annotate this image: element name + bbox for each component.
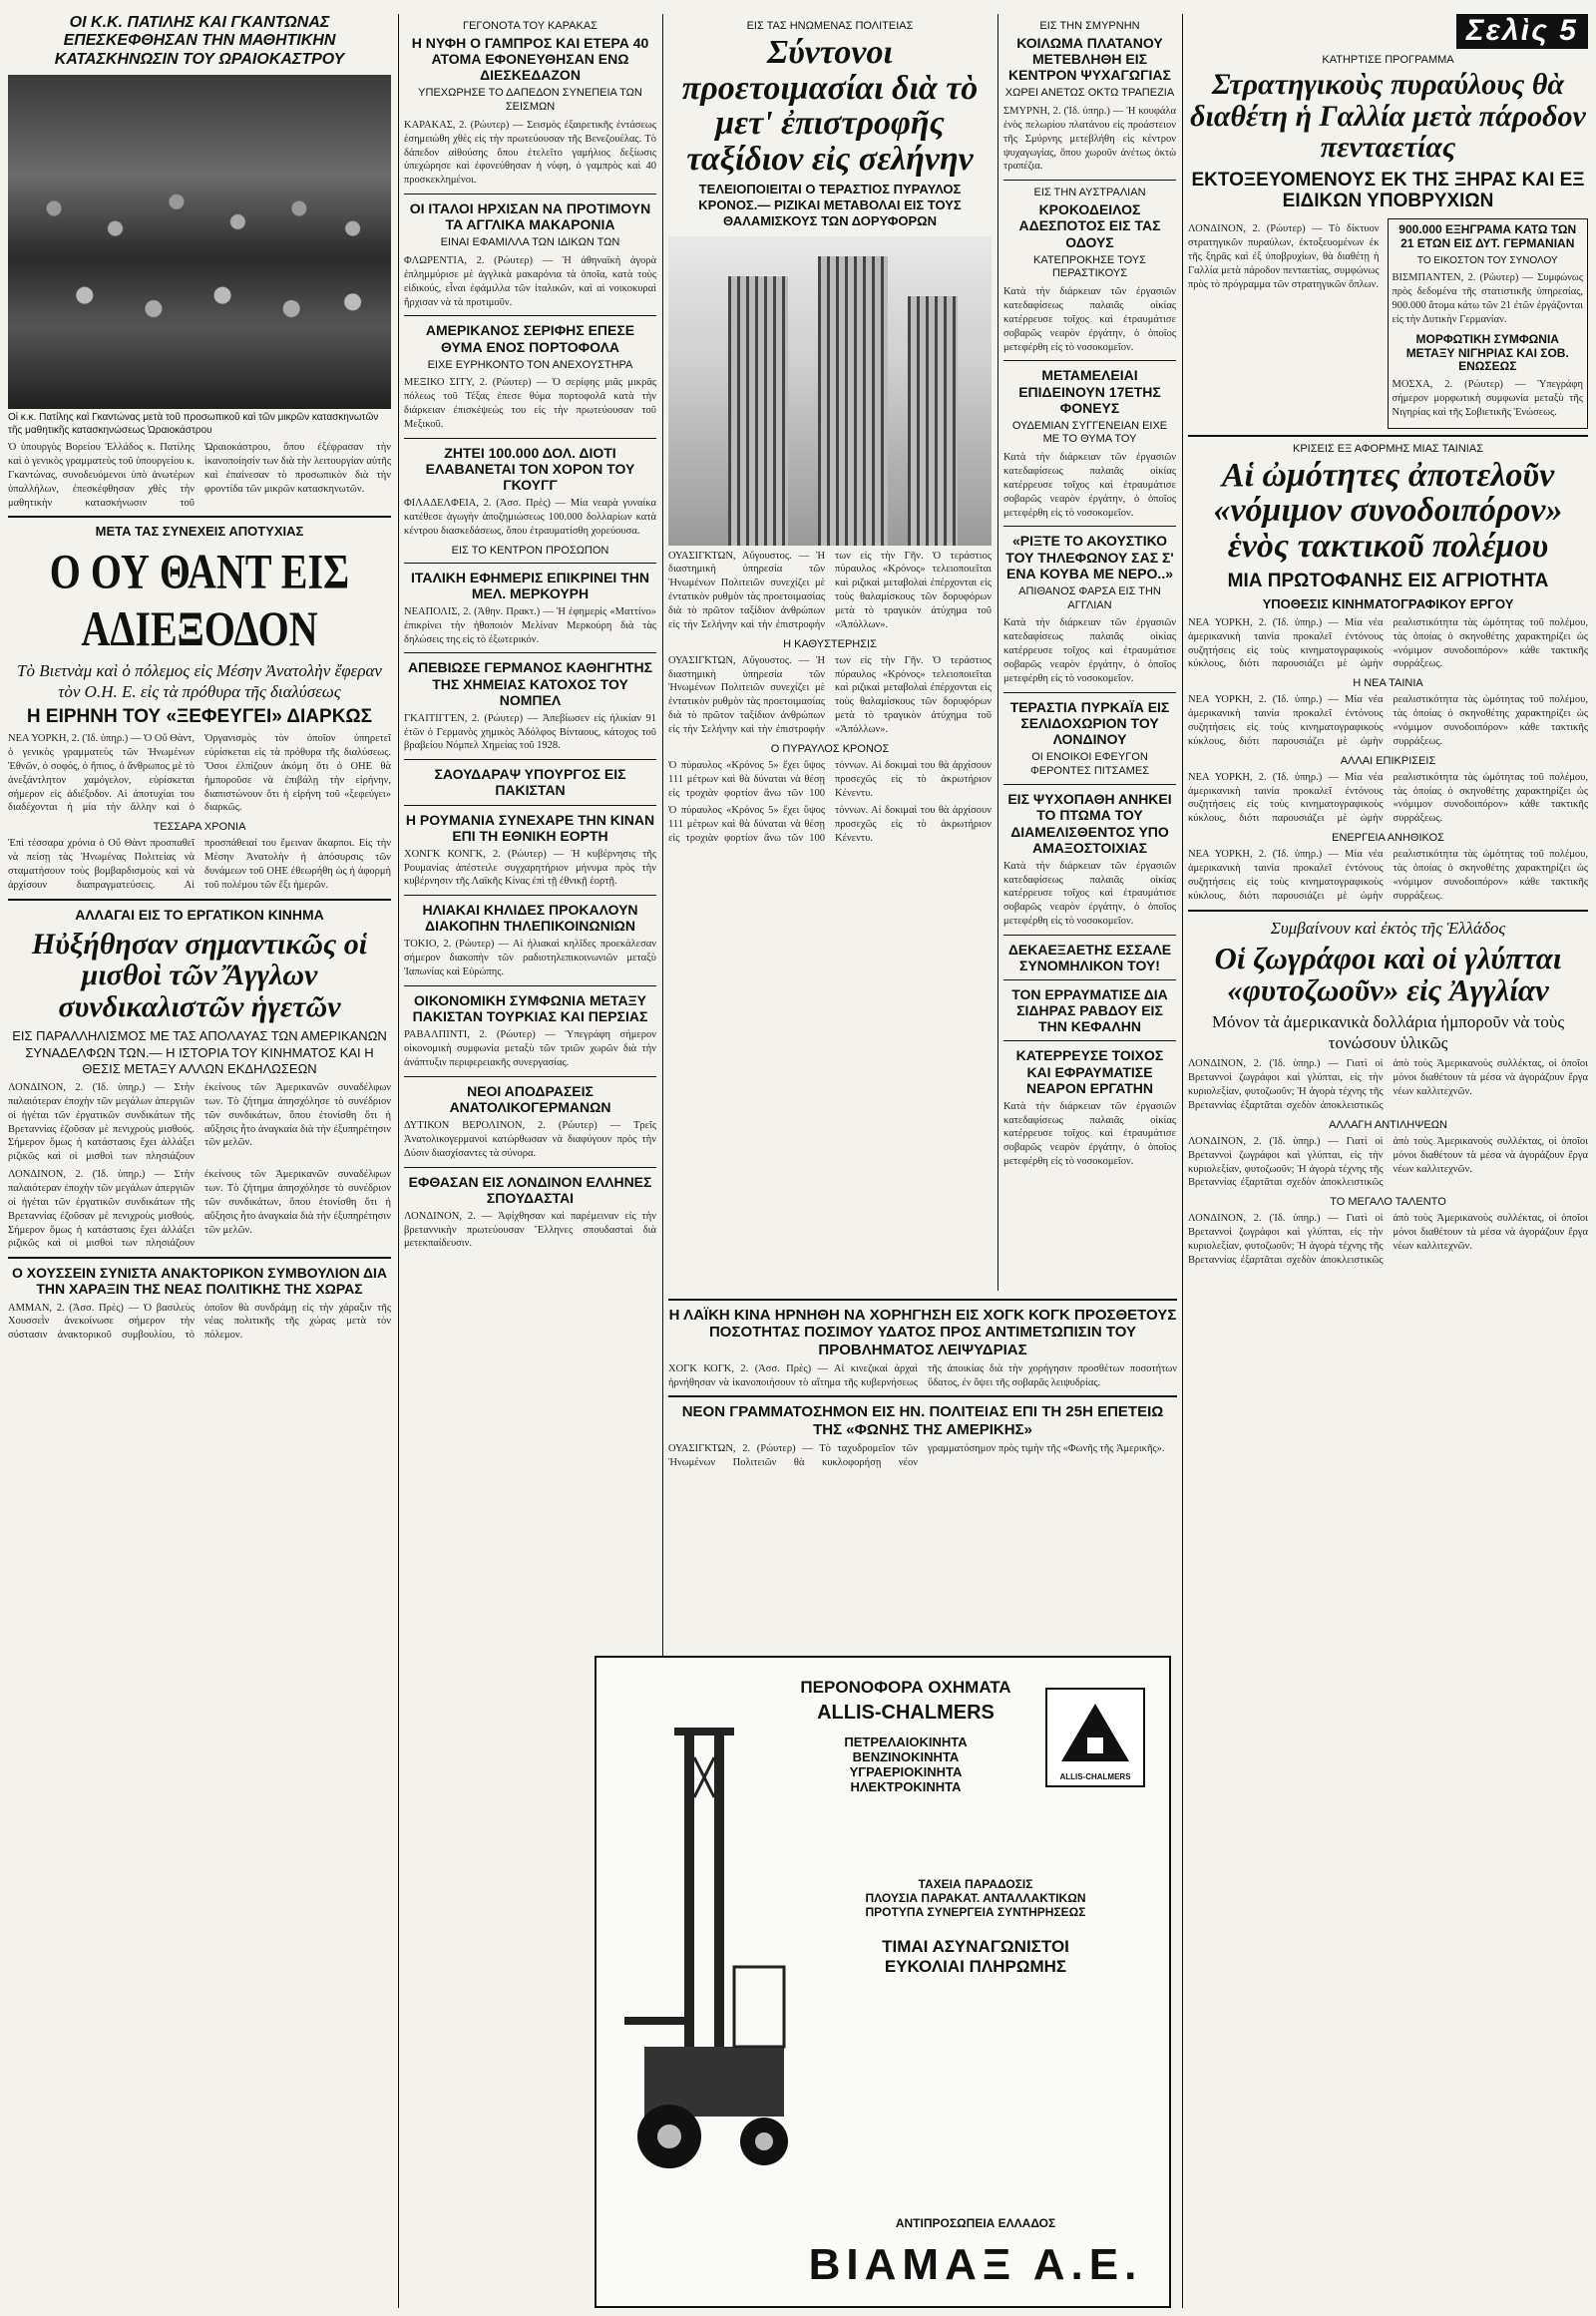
headline-atrocities: Αἱ ὠμότητες ἀποτελοῦν «νόμιμον συνοδοιπόρον» ἑνὸς τακτικοῦ πολέμου [1213, 456, 1563, 566]
headline-nobel-chemist: ΑΠΕΒΙΩΣΕ ΓΕΡΜΑΝΟΣ ΚΑΘΗΓΗΤΗΣ ΤΗΣ ΧΗΜΕΙΑΣ ΚΑΤΟΧΟΣ ΤΟΥ ΝΟΜΠΕΛ [408, 659, 652, 708]
article-body: ΧΟΝΓΚ ΚΟΝΓΚ, 2. (Ρώυτερ) — Ἡ κυβέρνησις τῆς Ρουμανίας ἀπέστειλε συγχαρητήριον μήνυμα πρὸς τὴν κυβέρνησιν τῆς Λαϊκῆς Κίνας ἐπὶ τῇ ἐθνικῇ ἑορτῇ. [404, 848, 656, 888]
article-body: ΓΚΑΙΤΙΓΓΕΝ, 2. (Ρώυτερ) — Ἀπεβίωσεν εἰς ἡλικίαν 91 ἐτῶν ὁ Γερμανὸς χημικὸς Ἀδόλφος Βίνταους, κάτοχος τοῦ βραβείου Νόμπελ Χημείας τοῦ 1928. [404, 712, 656, 752]
divider [404, 193, 656, 194]
divider [404, 652, 656, 653]
headline-escapes: ΝΕΟΙ ΑΠΟΔΡΑΣΕΙΣ ΑΝΑΤΟΛΙΚΟΓΕΡΜΑΝΩΝ [449, 1082, 611, 1115]
column-4 [1003, 14, 1176, 1286]
section-tag: Σελὶς 5 [1456, 14, 1588, 49]
ad-line: ΒΕΝΖΙΝΟΚΙΝΗΤΑ [852, 1749, 960, 1764]
article-body: ΝΕΑ ΥΟΡΚΗ, 2. (Ἰδ. ὑπηρ.) — Μία νέα ἀμερικανικὴ ταινία προκαλεῖ ἐντόνους συζητήσεις εἰς τοὺς κινηματογραφικοὺς κύκλους, διότι παρουσιάζει μὲ ὠμὴν ρεαλιστικότητα τὰς ὠμότητας τοῦ πολέμου, τὰς ὁποίας ὁ σκηνοθέτης χαρακτηρίζει ὡς «νόμιμον συνοδοιπόρον» κάθε τακτικῆς συρράξεως. [1188, 771, 1588, 825]
article-body: ΝΕΑ ΥΟΡΚΗ, 2. (Ἰδ. ὑπηρ.) — Μία νέα ἀμερικανικὴ ταινία προκαλεῖ ἐντόνους συζητήσεις εἰς τοὺς κινηματογραφικοὺς κύκλους, διότι παρουσιάζει μὲ ὠμὴν ρεαλιστικότητα τὰς ὠμότητας τοῦ πολέμου, τὰς ὁποίας ὁ σκηνοθέτης χαρακτηρίζει ὡς «νόμιμον συνοδοιπόρον» κάθε τακτικῆς συρράξεως. [1188, 616, 1588, 670]
photo-camp-group [8, 75, 391, 409]
article-body: ΛΟΝΔΙΝΟΝ, 2. (Ἰδ. ὑπηρ.) — Στὴν παλαιότεραν ἐποχὴν τῶν μεγάλων ἀπεργιῶν οἱ ἡγέται τῶν ἐργατικῶν συνδικάτων τῆς Βρεταννίας ἐζοῦσαν μὲ πενιχροὺς μισθούς. Σήμερον ὅμως ἡ κατάστασις ἔχει ἀλλάξει ριζικῶς καὶ οἱ μισθοὶ των πλησιάζουν ἐκείνους τῶν Ἀμερικανῶν συναδέλφων των. Τὸ ζήτημα ἀπησχόλησε τὸ συνέδριον τῶν συνδικάτων, ὅπου ἐτονίσθη ὅτι ἡ αὔξησις ἦτο ἀναγκαία διὰ τὴν ἐξυπηρέτησιν τῶν μελῶν. [8, 1169, 391, 1250]
ad-brand: ALLIS-CHALMERS [817, 1702, 995, 1724]
section-heading: ΤΕΣΣΑΡΑ ΧΡΟΝΙΑ [153, 821, 246, 834]
headline-wall: ΚΑΤΕΡΡΕΥΣΕ ΤΟΙΧΟΣ ΚΑΙ ΕΦΡΑΥΜΑΤΙΣΕ ΝΕΑΡΟΝ ΕΡΓΑΤΗΝ [1015, 1047, 1164, 1096]
article-body: ΣΜΥΡΝΗ, 2. (Ἰδ. ὑπηρ.) — Ἡ κουφάλα ἑνὸς πελωρίου πλατάνου εἰς προάστειον τῆς Σμύρνης μετεβλήθη εἰς κέντρον ψυχαγωγίας, ὅπου χωροῦν ἀνέτως ὀκτὼ τραπέζια. [1003, 106, 1176, 173]
column-3 [668, 14, 992, 1291]
headline-painters: Οἱ ζωγράφοι καὶ οἱ γλύπται «φυτοζωοῦν» εἰς Ἀγγλίαν [1214, 940, 1562, 1008]
headline-remorse: ΜΕΤΑΜΕΛΕΙΑΙ ΕΠΙΔΕΙΝΟΥΝ 17ΕΤΗΣ ΦΟΝΕΥΣ [1018, 367, 1161, 416]
article-body: ΛΟΝΔΙΝΟΝ, 2. (Ἰδ. ὑπηρ.) — Γιατὶ οἱ Βρεταννοὶ ζωγράφοι καὶ γλύπται, εἰς τὴν κυριολεξίαν, φυτοζωοῦν; Ἡ ἀγορὰ τέχνης τῆς Βρεταννίας ἐξαρτᾶται σχεδὸν ἀποκλειστικῶς ἀπὸ τοὺς Ἀμερικανοὺς συλλέκτας, οἱ ὁποῖοι μόνοι διαθέτουν τὰ μέσα νὰ ἀγοράζουν ἔργα νέων καλλιτεχνῶν. [1188, 1058, 1588, 1112]
divider [404, 563, 656, 564]
divider [8, 1257, 391, 1259]
headline-hussein: Ο ΧΟΥΣΣΕΙΝ ΣΥΝΙΣΤΑ ΑΝΑΚΤΟΡΙΚΟΝ ΣΥΜΒΟΥΛΙΟΝ ΔΙΑ ΤΗΝ ΧΑΡΑΞΙΝ ΤΗΣ ΝΕΑΣ ΠΟΛΙΤΙΚΗΣ ΤΗΣ ΧΩΡΑΣ [11, 1265, 388, 1298]
subheadline: ΕΙΣ ΠΑΡΑΛΛΗΛΙΣΜΟΣ ΜΕ ΤΑΣ ΑΠΟΛΑΥΑΣ ΤΩΝ ΑΜΕΡΙΚΑΝΩΝ ΣΥΝΑΔΕΛΦΩΝ ΤΩΝ.— Η ΙΣΤΟΡΙΑ ΤΟΥ ΚΙΝΗΜΑΤΟΣ ΚΑΙ Η ΘΕΣΙΣ ΜΕΤΑΞΥ ΑΛΛΩΝ ΕΚΔΗΛΩΣΕΩΝ [12, 1028, 387, 1076]
subheadline: ΕΙΧΕ ΕΥΡΗΚΟΝΤΟ ΤΟΝ ΑΝΕΧΟΥΣΤΗΡΑ [427, 358, 633, 371]
article-body: Ὁ πύραυλος «Κρόνος 5» ἔχει ὕψος 111 μέτρων καὶ θὰ δύναται νὰ θέσῃ εἰς τροχιὰν φορτίον ἄνω τῶν 100 τόννων. Αἱ δοκιμαὶ του θὰ ἀρχίσουν προσεχῶς εἰς τὸ ἀκρωτήριον Κένεντυ. [668, 805, 992, 845]
headline-union-salaries: Ηὐξήθησαν σημαντικῶς οἱ μισθοὶ τῶν Ἄγγλων συνδικαλιστῶν ἡγετῶν [31, 927, 368, 1023]
subheadline: ΤΕΛΕΙΟΠΟΙΕΙΤΑΙ Ο ΤΕΡΑΣΤΙΟΣ ΠΥΡΑΥΛΟΣ ΚΡΟΝΟΣ.— ΡΙΖΙΚΑΙ ΜΕΤΑΒΟΛΑΙ ΕΙΣ ΤΟΥΣ ΘΑΛΑΜΙΣΚΟΥΣ ΤΩΝ ΔΟΡΥΦΟΡΩΝ [698, 181, 962, 229]
divider [668, 1395, 1177, 1397]
forklift-illustration [614, 1718, 804, 2186]
headline-hongkong-water: Η ΛΑΪΚΗ ΚΙΝΑ ΗΡΝΗΘΗ ΝΑ ΧΟΡΗΓΗΣΗ ΕΙΣ ΧΟΓΚ ΚΟΓΚ ΠΡΟΣΘΕΤΟΥΣ ΠΟΣΟΤΗΤΑΣ ΠΟΣΙΜΟΥ ΥΔΑΤΟΣ ΠΡΟΣ ΑΝΤΙΜΕΤΩΠΙΣΙΝ ΤΟΥ ΠΡΟΒΛΗΜΑΤΟΣ ΛΕΙΨΥΔΡΙΑΣ [668, 1307, 1177, 1358]
headline-stamp: ΝΕΟΝ ΓΡΑΜΜΑΤΟΣΗΜΟΝ ΕΙΣ ΗΝ. ΠΟΛΙΤΕΙΑΣ ΕΠΙ ΤΗ 25Η ΕΠΕΤΕΙΩ ΤΗΣ «ΦΩΝΗΣ ΤΗΣ ΑΜΕΡΙΚΗΣ» [681, 1403, 1164, 1438]
headline-italian-macaroni: ΟΙ ΙΤΑΛΟΙ ΗΡΧΙΣΑΝ ΝΑ ΠΡΟΤΙΜΟΥΝ ΤΑ ΑΓΓΛΙΚΑ ΜΑΚΑΡΟΝΙΑ [409, 200, 651, 233]
ad-line: ΠΕΤΡΕΛΑΙΟΚΙΝΗΤΑ [844, 1735, 968, 1749]
headline-france-missiles: Στρατηγικοὺς πυραύλους θὰ διαθέτη ἡ Γαλλία μετὰ πάροδον πενταετίας [1190, 68, 1586, 164]
deck: Τὸ Βιετνὰμ καὶ ὁ πόλεμος εἰς Μέσην Ἀνατολὴν ἔφεραν τὸν Ο.Η. Ε. εἰς τὰ πρόθυρα τῆς διαλύσεως [17, 660, 382, 701]
subheadline: Μόνον τὰ ἀμερικανικὰ δολλάρια ἠμποροῦν νὰ τοὺς τονώσουν ὑλικῶς [1211, 1011, 1565, 1053]
kicker: ΕΙΣ ΤΗΝ ΣΜΥΡΝΗΝ [1039, 20, 1140, 32]
ad-company: ΒΙΑΜΑΞ Α.Ε. [808, 2240, 1143, 2289]
headline-economic-agreement: ΟΙΚΟΝΟΜΙΚΗ ΣΥΜΦΩΝΙΑ ΜΕΤΑΞΥ ΠΑΚΙΣΤΑΝ ΤΟΥΡΚΙΑΣ ΚΑΙ ΠΕΡΣΙΑΣ [412, 992, 648, 1025]
article-body: ΝΕΑ ΥΟΡΚΗ, 2. (Ἰδ. ὑπηρ.) — Μία νέα ἀμερικανικὴ ταινία προκαλεῖ ἐντόνους συζητήσεις εἰς τοὺς κινηματογραφικοὺς κύκλους, διότι παρουσιάζει μὲ ὠμὴν ρεαλιστικότητα τὰς ὠμότητας τοῦ πολέμου, τὰς ὁποίας ὁ σκηνοθέτης χαρακτηρίζει ὡς «νόμιμον συνοδοιπόρον» κάθε τακτικῆς συρράξεως. [1188, 849, 1588, 902]
brand-logo-icon [1045, 1688, 1145, 1787]
article-body: ΝΕΑΠΟΛΙΣ, 2. (Ἀθην. Πρακτ.) — Ἡ ἐφημερὶς «Ματτίνο» ἐπικρίνει τὴν ἠθοποιὸν Μελίναν Μερκούρη διὰ τὰς δηλώσεις της εἰς τὸ ἐξωτερικόν. [404, 605, 656, 645]
article-body: Κατὰ τὴν διάρκειαν τῶν ἐργασιῶν κατεδαφίσεως παλαιᾶς οἰκίας κατέρρευσε τοῖχος καὶ ἐτραυμάτισε σοβαρῶς νεαρὸν ἐργάτην, ὁ ὁποῖος μετεφέρθη εἰς τὸ νοσοκομεῖον. [1003, 1100, 1176, 1168]
article-body: ΟΥΑΣΙΓΚΤΩΝ, Αὔγουστος. — Ἡ διαστημικὴ ὑπηρεσία τῶν Ἡνωμένων Πολιτειῶν συνεχίζει μὲ ἐντατικὸν ρυθμὸν τὰς προετοιμασίας διὰ τὸ πρῶτον ταξίδιον ἀνθρώπων εἰς τὴν Σελήνην καὶ τὴν ἐπιστροφήν των εἰς τὴν Γῆν. Ὁ τεράστιος πύραυλος «Κρόνος» τελειοποιεῖται καὶ ριζικαὶ μεταβολαὶ ἐπέρχονται εἰς τοὺς θαλαμίσκους τῶν δορυφόρων μετὰ τὸ τραγικὸν ἀτύχημα τοῦ «Ἀπόλλων». [668, 654, 992, 735]
article-body: ΡΑΒΑΛΠΙΝΤΙ, 2. (Ρώυτερ) — Ὑπεγράφη σήμερον οἰκονομικὴ συμφωνία μεταξὺ τῶν τριῶν χωρῶν διὰ τὴν ἀνάπτυξιν περιφερειακῆς συνεργασίας. [404, 1029, 656, 1068]
headline-sheriff: ΑΜΕΡΙΚΑΝΟΣ ΣΕΡΙΦΗΣ ΕΠΕΣΕ ΘΥΜΑ ΕΝΟΣ ΠΟΡΤΟΦΟΛΑ [425, 322, 635, 355]
headline-romania-china: Η ΡΟΥΜΑΝΙΑ ΣΥΝΕΧΑΡΕ ΤΗΝ ΚΙΝΑΝ ΕΠΙ ΤΗ ΕΘΝΙΚΗ ΕΟΡΤΗ [405, 811, 655, 844]
divider [1003, 1040, 1176, 1041]
article-body: ΧΟΓΚ ΚΟΓΚ, 2. (Ἀσσ. Πρὲς) — Αἱ κινεζικαὶ ἀρχαὶ ἠρνήθησαν νὰ ἱκανοποιήσουν τὸ αἴτημα τῆς κυβερνήσεως τῆς ἀποικίας διὰ τὴν χορήγησιν προσθέτων ποσοτήτων ὕδατος, ἐν ὄψει τῆς σοβαρᾶς λειψυδρίας. [668, 1362, 1177, 1388]
column-1 [8, 14, 391, 2308]
divider [1003, 935, 1176, 936]
divider [1003, 784, 1176, 785]
kicker: ΜΕΤΑ ΤΑΣ ΣΥΝΕΧΕΙΣ ΑΠΟΤΥΧΙΑΣ [95, 524, 304, 540]
article-body: ΛΟΝΔΙΝΟΝ, 2. (Ἰδ. ὑπηρ.) — Στὴν παλαιότεραν ἐποχὴν τῶν μεγάλων ἀπεργιῶν οἱ ἡγέται τῶν ἐργατικῶν συνδικάτων τῆς Βρεταννίας ἐζοῦσαν μὲ πενιχροὺς μισθούς. Σήμερον ὅμως ἡ κατάστασις ἔχει ἀλλάξει ριζικῶς καὶ οἱ μισθοὶ των πλησιάζουν ἐκείνους τῶν Ἀμερικανῶν συναδέλφων των. Τὸ ζήτημα ἀπησχόλησε τὸ συνέδριον τῶν συνδικάτων, ὅπου ἐτονίσθη ὅτι ἡ αὔξησις ἦτο ἀναγκαία διὰ τὴν ἐξυπηρέτησιν τῶν μελῶν. [8, 1082, 391, 1163]
ad-agency: ΑΝΤΙΠΡΟΣΩΠΕΙΑ ΕΛΛΑΔΟΣ [895, 2216, 1056, 2230]
ad-line: ΠΡΟΤΥΠΑ ΣΥΝΕΡΓΕΙΑ ΣΥΝΤΗΡΗΣΕΩΣ [865, 1905, 1086, 1919]
wide-story-hongkong [668, 1293, 1177, 1612]
headline-iron-rod: ΤΟΝ ΕΡΡΑΥΜΑΤΙΣΕ ΔΙΑ ΣΙΔΗΡΑΣ ΡΑΒΔΟΥ ΕΙΣ ΤΗΝ ΚΕΦΑΛΗΝ [1011, 986, 1168, 1035]
subheadline: Η ΕΙΡΗΝΗ ΤΟΥ «ΞΕΦΕΥΓΕΙ» ΔΙΑΡΚΩΣ [26, 706, 373, 728]
kicker: ΚΑΤΗΡΤΙΣΕ ΠΡΟΓΡΑΜΜΑ [1322, 54, 1454, 66]
article-body: ΛΟΝΔΙΝΟΝ, 2. (Ἰδ. ὑπηρ.) — Γιατὶ οἱ Βρεταννοὶ ζωγράφοι καὶ γλύπται, εἰς τὴν κυριολεξίαν, φυτοζωοῦν; Ἡ ἀγορὰ τέχνης τῆς Βρεταννίας ἐξαρτᾶται σχεδὸν ἀποκλειστικῶς ἀπὸ τοὺς Ἀμερικανοὺς συλλέκτας, οἱ ὁποῖοι μόνοι διαθέτουν τὰ μέσα νὰ ἀγοράζουν ἔργα νέων καλλιτεχνῶν. [1188, 1213, 1588, 1266]
section-heading: Ο ΠΥΡΑΥΛΟΣ ΚΡΟΝΟΣ [770, 742, 890, 755]
article-body: ΝΕΑ ΥΟΡΚΗ, 2. (Ἰδ. ὑπηρ.) — Ὁ Οὔ Θὰντ, ὁ γενικὸς γραμματεὺς τῶν Ἡνωμένων Ἐθνῶν, ὁ σοφός, ὁ ἤπιος, ὁ ἄνθρωπος μὲ τὸ ἀνεξάντλητον χαμόγελον, εὑρίσκεται σήμερον εἰς ἀδιέξοδον. Αἱ ἀποτυχίαι του διαδέχονται ἡ μία τὴν ἄλλην καὶ ὁ Ὀργανισμὸς τὸν ὁποῖον ὑπηρετεῖ εὑρίσκεται εἰς τὰ πρόθυρα τῆς διαλύσεως. Ὅσοι ἐλπίζουν ἀκόμη ὅτι ὁ ΟΗΕ θὰ ἠμποροῦσε νὰ ἐπιβάλῃ τὴν εἰρήνην, διαπιστώνουν ὅτι ἡ εἰρήνη τοῦ «ξεφεύγει» διαρκῶς. [8, 733, 391, 814]
column-divider [398, 14, 399, 2308]
logo-text: ALLIS-CHALMERS [1059, 1772, 1131, 1781]
ad-line: ΥΓΡΑΕΡΙΟΚΙΝΗΤΑ [849, 1764, 963, 1779]
article-body: ΤΟΚΙΟ, 2. (Ρώυτερ) — Αἱ ἡλιακαὶ κηλῖδες προεκάλεσαν σήμερον διακοπὴν τῶν ραδιοτηλεπικοινωνιῶν μεταξὺ Ἰαπωνίας καὶ Εὐρώπης. [404, 939, 656, 978]
headline-minister-pakistan: ΣΑΟΥΔΑΡΑΨ ΥΠΟΥΡΓΟΣ ΕΙΣ ΠΑΚΙΣΤΑΝ [434, 766, 626, 799]
headline-lawsuit: ΖΗΤΕΙ 100.000 ΔΟΛ. ΔΙΟΤΙ ΕΛΑΒΑΝΕΤΑΙ ΤΟΝ ΧΟΡΟΝ ΤΟΥ ΓΚΟΥΓΓ [425, 444, 635, 494]
divider [1003, 180, 1176, 181]
article-body: ΚΑΡΑΚΑΣ, 2. (Ρώυτερ) — Σεισμὸς ἐξαιρετικῆς ἐντάσεως ἐσημειώθη χθὲς εἰς τὴν πρωτεύουσαν τῆς Βενεζουέλας. Τὸ δάπεδον αἰθούσης ὅπου ἐτελεῖτο γαμήλιος δεξίωσις ὑπεχώρησε καὶ ἐφονεύθησαν ἡ νύφη, ὁ γαμπρὸς καὶ 40 προσκεκλημένοι. [404, 119, 656, 187]
section-heading: ΕΝΕΡΓΕΙΑ ΑΝΗΘΙΚΟΣ [1332, 832, 1444, 845]
kicker: Συμβαίνουν καὶ ἐκτὸς τῆς Ἑλλάδος [1270, 918, 1506, 938]
subheadline: ΟΙ ΕΝΟΙΚΟΙ ΕΦΕΥΓΟΝ ΦΕΡΟΝΤΕΣ ΠΙΤΣΑΜΕΣ [1029, 750, 1150, 777]
ad-line: ΠΕΡΟΝΟΦΟΡΑ ΟΧΗΜΑΤΑ [800, 1678, 1011, 1697]
ad-line: ΕΥΚΟΛΙΑΙ ΠΛΗΡΩΜΗΣ [884, 1957, 1067, 1976]
headline-fire: ΤΕΡΑΣΤΙΑ ΠΥΡΚΑΪΑ ΕΙΣ ΣΕΛΙΔΟΧΩΡΙΟΝ ΤΟΥ ΛΟΝΔΙΝΟΥ [1009, 698, 1170, 747]
headline-crocodile: ΚΡΟΚΟΔΕΙΛΟΣ ΑΔΕΣΠΟΤΟΣ ΕΙΣ ΤΑΣ ΟΔΟΥΣ [1018, 201, 1161, 250]
headline-train: ΕΙΣ ΨΥΧΟΠΑΘΗ ΑΝΗΚΕΙ ΤΟ ΠΤΩΜΑ ΤΟΥ ΔΙΑΜΕΛΙΣΘΕΝΤΟΣ ΥΠΟ ΑΜΑΞΟΣΤΟΙΧΙΑΣ [1007, 791, 1172, 856]
ad-line: ΤΑΧΕΙΑ ΠΑΡΑΔΟΣΙΣ [918, 1877, 1033, 1891]
section-heading: ΤΟ ΜΕΓΑΛΟ ΤΑΛΕΝΤΟ [1330, 1196, 1446, 1209]
kicker: ΓΕΓΟΝΟΤΑ ΤΟΥ ΚΑΡΑΚΑΣ [463, 20, 598, 32]
divider [8, 899, 391, 901]
photo-caption: Οἱ κ.κ. Πατίλης καὶ Γκαντώνας μετὰ τοῦ προσωπικοῦ καὶ τῶν μικρῶν κατασκηνωτῶν τῆς μαθητικῆς κατασκηνώσεως Ὡραιοκάστρου [8, 412, 379, 436]
article-body: Ἐπὶ τέσσαρα χρόνια ὁ Οὔ Θὰντ προσπαθεῖ νὰ πείσῃ τὰς Ἡνωμένας Πολιτείας νὰ σταματήσουν τοὺς βομβαρδισμοὺς καὶ νὰ ἀρχίσουν διαπραγματεύσεις. Αἱ προσπάθειαί του ἔμειναν ἄκαρποι. Εἰς τὴν Μέσην Ἀνατολὴν ἡ ἀπόσυρσις τῶν δυνάμεων τοῦ ΟΗΕ ἐθεωρήθη ὡς ἡ ἀφορμὴ τοῦ πολέμου τῶν ἕξι ἡμερῶν. [8, 838, 391, 891]
article-body: Κατὰ τὴν διάρκειαν τῶν ἐργασιῶν κατεδαφίσεως παλαιᾶς οἰκίας κατέρρευσε τοῖχος καὶ ἐτραυμάτισε σοβαρῶς νεαρὸν ἐργάτην, ὁ ὁποῖος μετεφέρθη εἰς τὸ νοσοκομεῖον. [1003, 286, 1176, 353]
subheadline: ΚΑΤΕΠΡΟΚΗΣΕ ΤΟΥΣ ΠΕΡΑΣΤΙΚΟΥΣ [1033, 253, 1146, 280]
divider [1003, 526, 1176, 527]
headline-sunspots: ΗΛΙΑΚΑΙ ΚΗΛΙΔΕΣ ΠΡΟΚΑΛΟΥΝ ΔΙΑΚΟΠΗΝ ΤΗΛΕΠΙΚΟΙΝΩΝΙΩΝ [422, 902, 638, 935]
headline-phone-prank: «ΡΙΞΤΕ ΤΟ ΑΚΟΥΣΤΙΚΟ ΤΟΥ ΤΗΛΕΦΩΝΟΥ ΣΑΣ Σ' ΕΝΑ ΚΟΥΒΑ ΜΕ ΝΕΡΟ..» [1005, 533, 1174, 581]
subheadline: ΥΠΟΘΕΣΙΣ ΚΙΝΗΜΑΤΟΓΡΑΦΙΚΟΥ ΕΡΓΟΥ [1262, 595, 1514, 611]
divider [404, 895, 656, 896]
subheadline: ΥΠΕΧΩΡΗΣΕ ΤΟ ΔΑΠΕΔΟΝ ΣΥΝΕΠΕΙΑ ΤΩΝ ΣΕΙΣΜΩΝ [418, 87, 642, 114]
article-body: ΛΟΝΔΙΝΟΝ, 2. (Ρώυτερ) — Τὸ δίκτυον στρατηγικῶν πυραύλων, ἐκτοξευομένων ἐκ τῆς ξηρᾶς καὶ ἐξ ὑποβρυχίων, θὰ διαθέτῃ ἡ Γαλλία μετὰ πάροδον πενταετίας, συμφώνως πρὸς τὸ πρόγραμμα τῶν στρατηγικῶν ὅπλων. [1188, 223, 1380, 290]
divider [8, 516, 391, 518]
headline-students-london: ΕΦΘΑΣΑΝ ΕΙΣ ΛΟΝΔΙΝΟΝ ΕΛΛΗΝΕΣ ΣΠΟΥΔΑΣΤΑΙ [408, 1173, 652, 1206]
divider [404, 759, 656, 760]
subheadline: ΧΩΡΕΙ ΑΝΕΤΩΣ ΟΚΤΩ ΤΡΑΠΕΖΙΑ [1004, 87, 1175, 100]
headline-nigeria: ΜΟΡΦΩΤΙΚΗ ΣΥΜΦΩΝΙΑ ΜΕΤΑΞΥ ΝΙΓΗΡΙΑΣ ΚΑΙ ΣΟΒ. ΕΝΩΣΕΩΣ [1405, 331, 1569, 374]
subheadline: ΕΙΝΑΙ ΕΦΑΜΙΛΛΑ ΤΩΝ ΙΔΙΚΩΝ ΤΩΝ [440, 236, 620, 249]
article-body: ΜΕΞΙΚΟ ΣΙΤΥ, 2. (Ρώυτερ) — Ὁ σερίφης μιᾶς μικρᾶς πόλεως τοῦ Τέξας ἐπεσε θύμα πορτοφολᾶ κατὰ τὴν διάρκειαν ἐπισκέψεώς του εἰς τὴν πρωτεύουσαν τοῦ Μεξικοῦ. [404, 377, 656, 430]
divider [404, 1167, 656, 1168]
article-body: ΛΟΝΔΙΝΟΝ, 2. — Ἀφίχθησαν καὶ παρέμειναν εἰς τὴν βρεταννικὴν πρωτεύουσαν Ἕλληνες σπουδασταὶ διὰ μετεκπαίδευσιν. [404, 1210, 656, 1250]
headline-u-thant: Ο ΟΥ ΘΑΝΤ ΕΙΣ ΑΔΙΕΞΟΔΟΝ [49, 543, 350, 656]
headline-west-germany: 900.000 ΕΞΗΓΡΑΜΑ ΚΑΤΩ ΤΩΝ 21 ΕΤΩΝ ΕΙΣ ΔΥΤ. ΓΕΡΜΑΝΙΑΝ [1398, 222, 1577, 250]
divider [404, 985, 656, 986]
article-body: ΟΥΑΣΙΓΚΤΩΝ, 2. (Ρώυτερ) — Τὸ ταχυδρομεῖον τῶν Ἡνωμένων Πολιτειῶν θὰ κυκλοφορήσῃ νέον γραμματόσημον πρὸς τιμὴν τῆς «Φωνῆς τῆς Ἀμερικῆς». [668, 1442, 1165, 1468]
ad-allis-chalmers [595, 1656, 1171, 2308]
article-body: ΦΙΛΑΔΕΛΦΕΙΑ, 2. (Ἀσσ. Πρὲς) — Μία νεαρὰ γυναίκα κατέθεσε ἀγωγὴν ἀποζημιώσεως 100.000 δολλαρίων κατὰ κέντρου διασκεδάσεως, ὅπου ἐτραυματίσθη χορεύουσα. [404, 498, 656, 537]
kicker: ΕΙΣ ΤΗΝ ΑΥΣΤΡΑΛΙΑΝ [1033, 187, 1146, 199]
section-heading: Η ΝΕΑ ΤΑΙΝΙΑ [1353, 677, 1423, 690]
article-body: Ὁ πύραυλος «Κρόνος 5» ἔχει ὕψος 111 μέτρων καὶ θὰ δύναται νὰ θέσῃ εἰς τροχιὰν φορτίον ἄνω τῶν 100 τόννων. Αἱ δοκιμαὶ του θὰ ἀρχίσουν προσεχῶς εἰς τὸ ἀκρωτήριον Κένεντυ. [668, 759, 992, 799]
article-body: ΦΛΩΡΕΝΤΙΑ, 2. (Ρώυτερ) — Ἡ ἀθηναϊκὴ ἀγορὰ ἐπλημμύρισε μὲ ἀγγλικὰ μακαρόνια τὰ ὁποῖα, κατὰ τοὺς εἰδικούς, εἶναι ἐφάμιλλα τῶν ἰταλικῶν, καὶ αἱ νοικοκυραὶ ἤρχισαν νὰ τὰ προτιμοῦν. [404, 255, 656, 308]
column-divider [1182, 14, 1183, 2308]
article-body: ΔΥΤΙΚΟΝ ΒΕΡΟΛΙΝΟΝ, 2. (Ρώυτερ) — Τρεῖς Ἀνατολικογερμανοὶ κατώρθωσαν νὰ διαφύγουν πρὸς τὴν Δύσιν διασχίσαντες τὰ σύνορα. [404, 1119, 656, 1159]
headline-moon-trip: Σύντονοι προετοιμασίαι διὰ τὸ μετ' ἐπιστροφῆς ταξίδιον εἰς σελήνην [681, 34, 979, 179]
article-body: Ὁ ὑπουργὸς Βορείου Ἑλλάδος κ. Πατίλης καὶ ὁ γενικὸς γραμματεὺς τοῦ ὑπουργείου κ. Γκαντώνας, συνοδευόμενοι ὑπὸ ἀνωτέρων ὑπαλλήλων, ἐπεσκέφθησαν χθὲς τὴν μαθητικὴν κατασκήνωσιν τοῦ Ὡραιοκάστρου, ὅπου ἐξέφρασαν τὴν ἱκανοποίησίν των διὰ τὴν λειτουργίαν αὐτῆς καὶ ἐπαίνεσαν τὸ προσωπικὸν διὰ τὴν φροντίδα τῶν μικρῶν κατασκηνωτῶν. [8, 442, 391, 509]
divider [668, 1299, 1177, 1301]
kicker: ΑΛΛΑΓΑΙ ΕΙΣ ΤΟ ΕΡΓΑΤΙΚΟΝ ΚΙΝΗΜΑ [75, 906, 324, 923]
headline-caracas: Η ΝΥΦΗ Ο ΓΑΜΠΡΟΣ ΚΑΙ ΕΤΕΡΑ 40 ΑΤΟΜΑ ΕΦΟΝΕΥΘΗΣΑΝ ΕΝΩ ΔΙΕΣΚΕΔΑΖΟΝ [411, 35, 649, 84]
article-body: Κατὰ τὴν διάρκειαν τῶν ἐργασιῶν κατεδαφίσεως παλαιᾶς οἰκίας κατέρρευσε τοῖχος καὶ ἐτραυμάτισε σοβαρῶς νεαρὸν ἐργάτην, ὁ ὁποῖος μετεφέρθη εἰς τὸ νοσοκομεῖον. [1003, 452, 1176, 519]
article-body: Κατὰ τὴν διάρκειαν τῶν ἐργασιῶν κατεδαφίσεως παλαιᾶς οἰκίας κατέρρευσε τοῖχος καὶ ἐτραυμάτισε σοβαρῶς νεαρὸν ἐργάτην, ὁ ὁποῖος μετεφέρθη εἰς τὸ νοσοκομεῖον. [1003, 617, 1176, 684]
divider [1188, 435, 1588, 437]
headline-mercouri: ΙΤΑΛΙΚΗ ΕΦΗΜΕΡΙΣ ΕΠΙΚΡΙΝΕΙ ΤΗΝ ΜΕΛ. ΜΕΡΚΟΥΡΗ [411, 569, 649, 601]
subheadline: ΑΠΙΘΑΝΟΣ ΦΑΡΣΑ ΕΙΣ ΤΗΝ ΑΓΓΛΙΑΝ [1018, 584, 1161, 611]
headline-teen: ΔΕΚΑΕΞΑΕΤΗΣ ΕΣΣΑΛΕ ΣΥΝΟΜΗΛΙΚΟΝ ΤΟΥ! [1007, 942, 1172, 974]
divider [1003, 360, 1176, 361]
kicker: ΚΡΙΣΕΙΣ ΕΞ ΑΦΟΡΜΗΣ ΜΙΑΣ ΤΑΙΝΙΑΣ [1292, 442, 1483, 455]
photo-saturn-rocket [668, 236, 992, 546]
divider [404, 315, 656, 316]
divider [404, 805, 656, 806]
subheadline: ΤΟ ΕΙΚΟΣΤΟΝ ΤΟΥ ΣΥΝΟΛΟΥ [1416, 254, 1558, 266]
kicker: ΕΙΣ ΤΑΣ ΗΝΩΜΕΝΑΣ ΠΟΛΙΤΕΙΑΣ [746, 20, 914, 32]
article-body: ΛΟΝΔΙΝΟΝ, 2. (Ἰδ. ὑπηρ.) — Γιατὶ οἱ Βρεταννοὶ ζωγράφοι καὶ γλύπται, εἰς τὴν κυριολεξίαν, φυτοζωοῦν; Ἡ ἀγορὰ τέχνης τῆς Βρεταννίας ἐξαρτᾶται σχεδὸν ἀποκλειστικῶς ἀπὸ τοὺς Ἀμερικανοὺς συλλέκτας, οἱ ὁποῖοι μόνοι διαθέτουν τὰ μέσα νὰ ἀγοράζουν ἔργα νέων καλλιτεχνῶν. [1188, 1135, 1588, 1189]
article-body: ΒΙΣΜΠΑΝΤΕΝ, 2. (Ρώυτερ) — Συμφώνως πρὸς δεδομένα τῆς στατιστικῆς ὑπηρεσίας, 900.000 ἄτομα κάτω τῶν 21 ἐτῶν ἐργάζονται εἰς τὴν Δυτικὴν Γερμανίαν. [1392, 272, 1583, 325]
column-5 [1188, 14, 1588, 2308]
headline-plane-tree: ΚΟΙΛΩΜΑ ΠΛΑΤΑΝΟΥ ΜΕΤΕΒΛΗΘΗ ΕΙΣ ΚΕΝΤΡΟΝ ΨΥΧΑΓΩΓΙΑΣ [1008, 35, 1171, 84]
divider [404, 1076, 656, 1077]
subheadline: ΜΙΑ ΠΡΩΤΟΦΑΝΗΣ ΕΙΣ ΑΓΡΙΟΤΗΤΑ [1227, 570, 1549, 591]
divider [1188, 910, 1588, 912]
section-heading: Η ΚΑΘΥΣΤΕΡΗΣΙΣ [783, 637, 877, 650]
divider [1003, 692, 1176, 693]
headline-camp-visit: ΟΙ Κ.Κ. ΠΑΤΙΛΗΣ ΚΑΙ ΓΚΑΝΤΩΝΑΣ ΕΠΕΣΚΕΦΘΗΣΑΝ ΤΗΝ ΜΑΘΗΤΙΚΗΝ ΚΑΤΑΣΚΗΝΩΣΙΝ ΤΟΥ ΩΡΑΙΟΚΑΣΤΡΟΥ [54, 14, 345, 68]
article-body: ΜΟΣΧΑ, 2. (Ρώυτερ) — Ὑπεγράφη σήμερον μορφωτικὴ συμφωνία μεταξὺ τῆς Νιγηρίας καὶ τῆς Σοβιετικῆς Ἑνώσεως. [1392, 379, 1583, 418]
subheadline: ΕΚΤΟΞΕΥΟΜΕΝΟΥΣ ΕΚ ΤΗΣ ΞΗΡΑΣ ΚΑΙ ΕΞ ΕΙΔΙΚΩΝ ΥΠΟΒΡΥΧΙΩΝ [1191, 169, 1585, 212]
divider [1003, 979, 1176, 980]
divider [404, 438, 656, 439]
ad-line: ΠΛΟΥΣΙΑ ΠΑΡΑΚΑΤ. ΑΝΤΑΛΛΑΚΤΙΚΩΝ [865, 1891, 1086, 1905]
boxed-story [1388, 218, 1589, 429]
section-heading: ΕΙΣ ΤΟ ΚΕΝΤΡΟΝ ΠΡΟΣΩΠΟΝ [451, 544, 609, 557]
subheadline: ΟΥΔΕΜΙΑΝ ΣΥΓΓΕΝΕΙΑΝ ΕΙΧΕ ΜΕ ΤΟ ΘΥΜΑ ΤΟΥ [1011, 419, 1168, 446]
article-body: ΟΥΑΣΙΓΚΤΩΝ, Αὔγουστος. — Ἡ διαστημικὴ ὑπηρεσία τῶν Ἡνωμένων Πολιτειῶν συνεχίζει μὲ ἐντατικὸν ρυθμὸν τὰς προετοιμασίας διὰ τὸ πρῶτον ταξίδιον ἀνθρώπων εἰς τὴν Σελήνην καὶ τὴν ἐπιστροφήν των εἰς τὴν Γῆν. Ὁ τεράστιος πύραυλος «Κρόνος» τελειοποιεῖται καὶ ριζικαὶ μεταβολαὶ ἐπέρχονται εἰς τοὺς θαλαμίσκους τῶν δορυφόρων μετὰ τὸ τραγικὸν ἀτύχημα τοῦ «Ἀπόλλων». [668, 550, 992, 630]
section-heading: ΑΛΛΑΓΗ ΑΝΤΙΛΗΨΕΩΝ [1329, 1118, 1447, 1131]
ad-line: ΗΛΕΚΤΡΟΚΙΝΗΤΑ [850, 1779, 962, 1794]
ad-line: ΤΙΜΑΙ ΑΣΥΝΑΓΩΝΙΣΤΟΙ [882, 1937, 1069, 1956]
article-body: Κατὰ τὴν διάρκειαν τῶν ἐργασιῶν κατεδαφίσεως παλαιᾶς οἰκίας κατέρρευσε τοῖχος καὶ ἐτραυμάτισε σοβαρῶς νεαρὸν ἐργάτην, ὁ ὁποῖος μετεφέρθη εἰς τὸ νοσοκομεῖον. [1003, 860, 1176, 928]
article-body: ΝΕΑ ΥΟΡΚΗ, 2. (Ἰδ. ὑπηρ.) — Μία νέα ἀμερικανικὴ ταινία προκαλεῖ ἐντόνους συζητήσεις εἰς τοὺς κινηματογραφικοὺς κύκλους, διότι παρουσιάζει μὲ ὠμὴν ρεαλιστικότητα τὰς ὠμότητας τοῦ πολέμου, τὰς ὁποίας ὁ σκηνοθέτης χαρακτηρίζει ὡς «νόμιμον συνοδοιπόρον» κάθε τακτικῆς συρράξεως. [1188, 694, 1588, 747]
section-heading: ΑΛΛΑΙ ΕΠΙΚΡΙΣΕΙΣ [1340, 754, 1436, 767]
article-body: ΑΜΜΑΝ, 2. (Ἀσσ. Πρὲς) — Ὁ βασιλεὺς Χουσσεῒν ἀνεκοίνωσε σήμερον τὴν σύστασιν ἀνακτορικοῦ συμβουλίου, τὸ ὁποῖον θὰ συνδράμῃ εἰς τὴν χάραξιν τῆς νέας πολιτικῆς τῆς χώρας μετὰ τὸν πόλεμον. [8, 1302, 391, 1342]
